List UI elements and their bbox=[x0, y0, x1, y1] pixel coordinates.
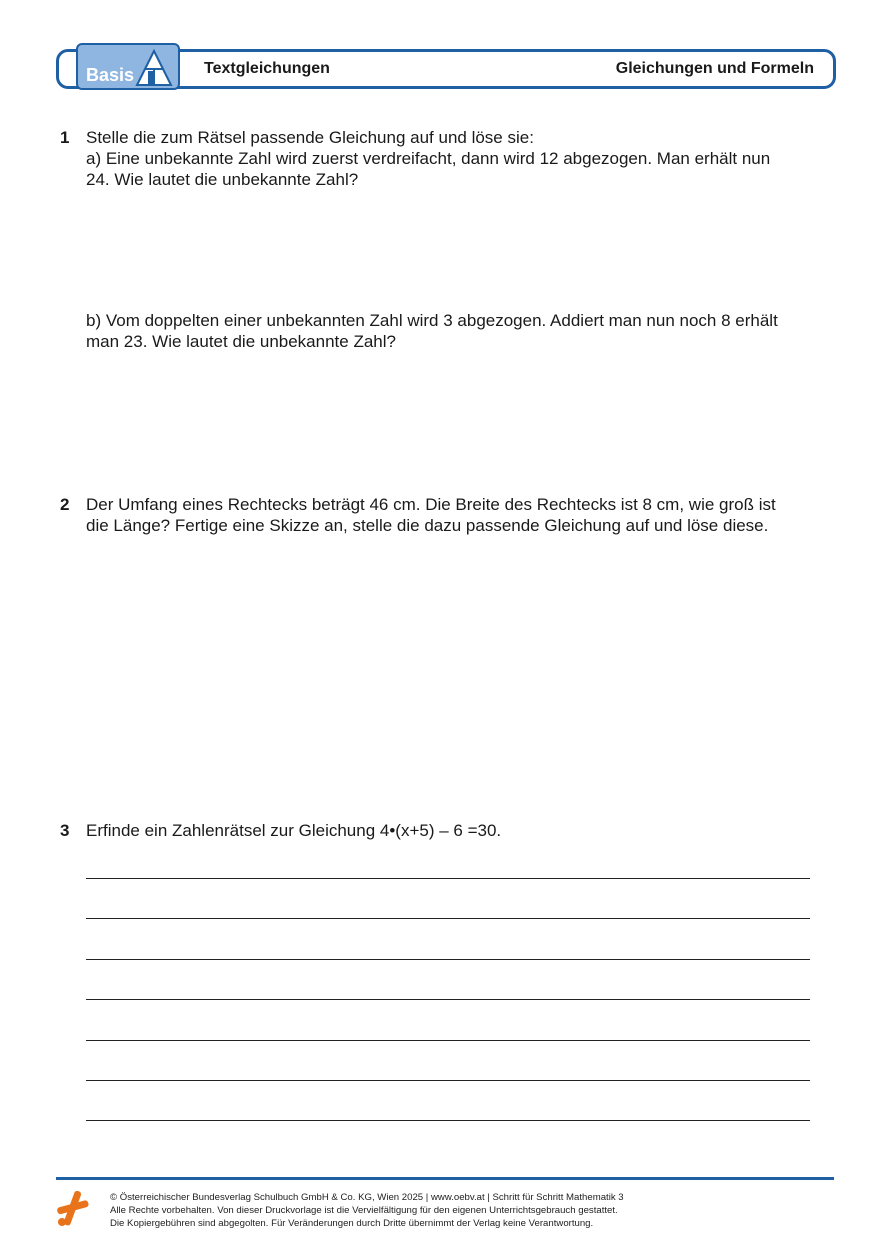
footer-rule bbox=[56, 1177, 834, 1180]
task-3-number: 3 bbox=[60, 821, 70, 840]
publisher-logo-icon bbox=[54, 1188, 92, 1228]
answer-line[interactable] bbox=[86, 999, 810, 1000]
task-2-text bbox=[86, 494, 816, 536]
answer-line[interactable] bbox=[86, 918, 810, 919]
task-1b-line: man 23. Wie lautet die unbekannte Zahl? bbox=[86, 332, 396, 351]
answer-line[interactable] bbox=[86, 959, 810, 960]
task-1b-text bbox=[86, 310, 816, 352]
task-1-line: 24. Wie lautet die unbekannte Zahl? bbox=[86, 170, 359, 189]
answer-line[interactable] bbox=[86, 1120, 810, 1121]
task-1-number: 1 bbox=[60, 128, 70, 147]
footer-line: Alle Rechte vorbehalten. Von dieser Druckvorlage ist die Vervielfältigung für den eigenen Unterrichtsgebrauch gestattet. bbox=[110, 1205, 618, 1216]
footer-text bbox=[110, 1191, 624, 1230]
footer-line: © Österreichischer Bundesverlag Schulbuch GmbH & Co. KG, Wien 2025 | www.oebv.at | Schritt für Schritt Mathematik 3 bbox=[110, 1192, 624, 1203]
task-3-line: Erfinde ein Zahlenrätsel zur Gleichung 4•(x+5) – 6 =30. bbox=[86, 821, 502, 840]
task-3-text bbox=[86, 820, 816, 841]
footer-line: Die Kopiergebühren sind abgegolten. Für Veränderungen durch Dritte übernimmt der Verlag keine Verantwortung. bbox=[110, 1218, 594, 1229]
chapter-title: Gleichungen und Formeln bbox=[615, 60, 814, 77]
answer-line[interactable] bbox=[86, 1080, 810, 1081]
basis-label: Basis bbox=[86, 65, 135, 85]
pyramid-icon bbox=[134, 48, 174, 88]
task-1b-line: b) Vom doppelten einer unbekannten Zahl wird 3 abgezogen. Addiert man nun noch 8 erhält bbox=[86, 311, 778, 330]
answer-line[interactable] bbox=[86, 878, 810, 879]
basis-badge bbox=[76, 43, 180, 90]
task-2-number: 2 bbox=[60, 495, 70, 514]
task-2-line: die Länge? Fertige eine Skizze an, stelle die dazu passende Gleichung auf und löse diese. bbox=[86, 516, 769, 535]
topic-title: Textgleichungen bbox=[204, 60, 330, 77]
task-1-text bbox=[86, 127, 816, 190]
task-1-line: a) Eine unbekannte Zahl wird zuerst verdreifacht, dann wird 12 abgezogen. Man erhält nun bbox=[86, 149, 771, 168]
task-2-line: Der Umfang eines Rechtecks beträgt 46 cm. Die Breite des Rechtecks ist 8 cm, wie groß ist bbox=[86, 495, 776, 514]
task-1-line: Stelle die zum Rätsel passende Gleichung auf und löse sie: bbox=[86, 128, 534, 147]
answer-line[interactable] bbox=[86, 1040, 810, 1041]
